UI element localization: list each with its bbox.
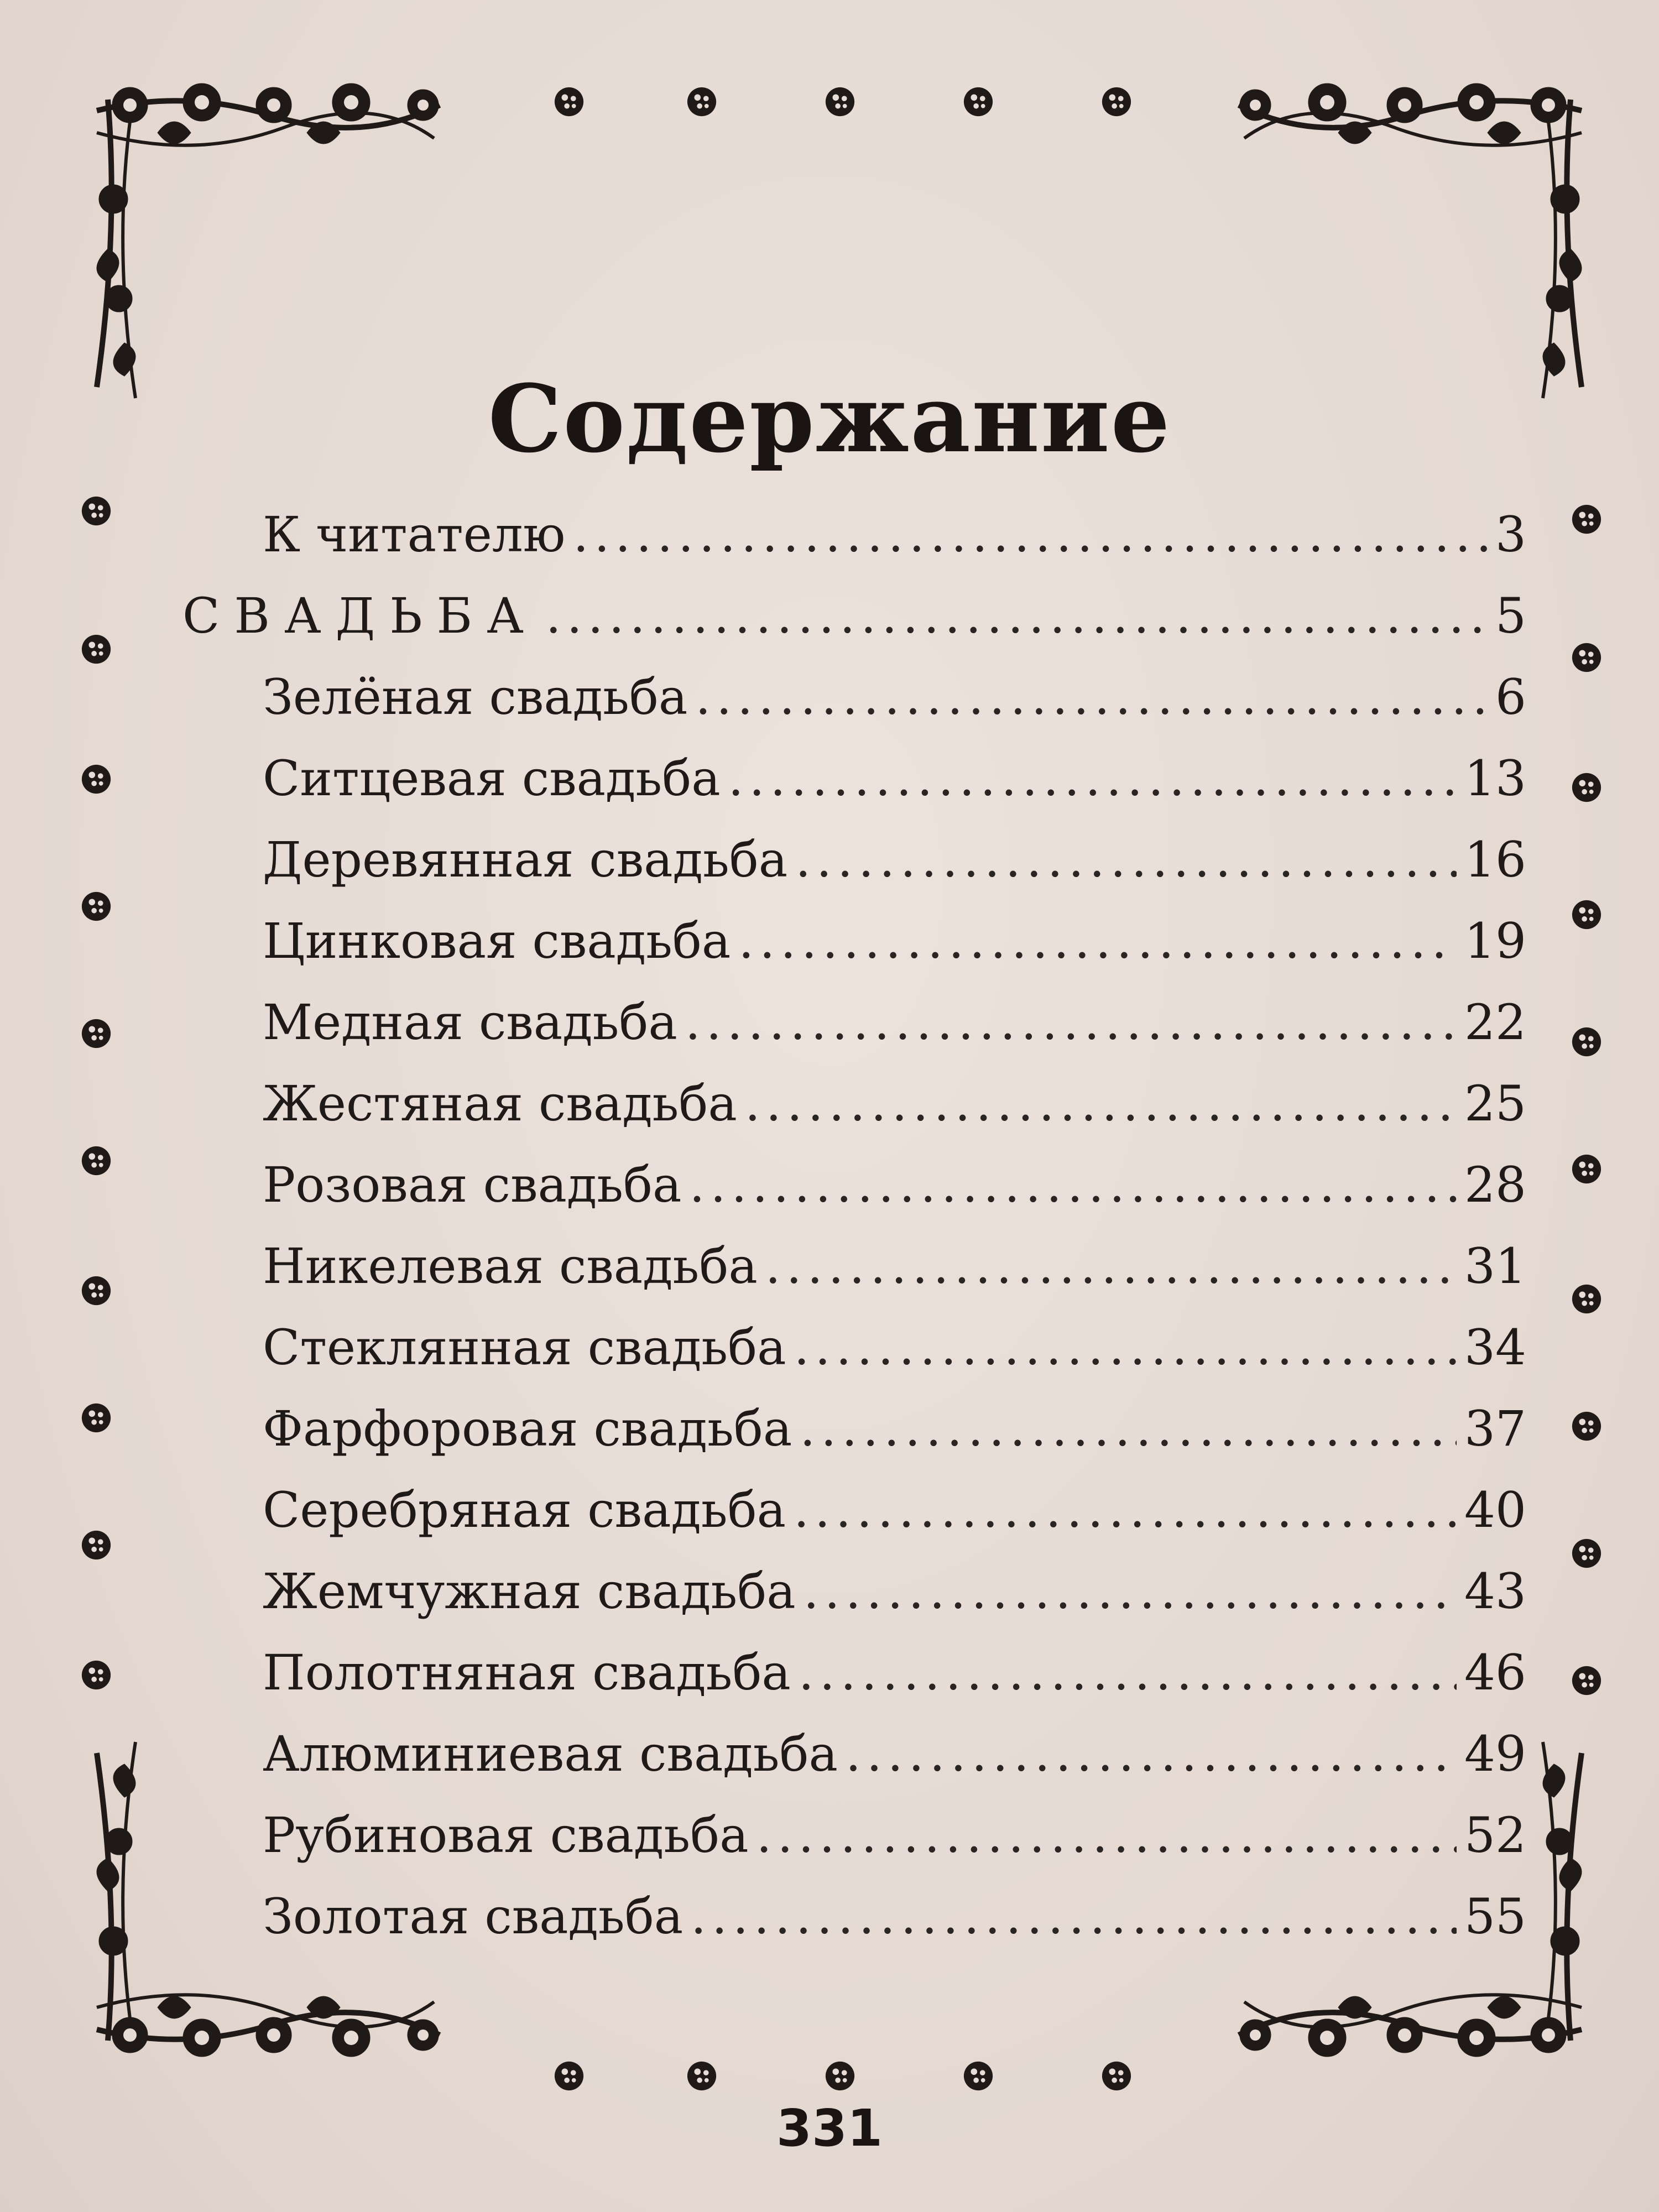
toc-section-entry (182, 587, 1526, 669)
dot-leader (846, 1725, 1457, 1782)
toc-entry-label: К читателю (263, 506, 566, 563)
toc-entry (182, 1888, 1526, 1969)
toc-entry-page: 28 (1464, 1156, 1526, 1213)
toc-entry (182, 831, 1526, 912)
toc-entry-label: Алюминиевая свадьба (263, 1725, 838, 1782)
toc-entry-label: Рубиновая свадьба (263, 1807, 749, 1864)
toc-entry (182, 1807, 1526, 1888)
toc-entry-label: Полотняная свадьба (263, 1644, 791, 1701)
toc-entry (182, 506, 1526, 587)
toc-entry (182, 1319, 1526, 1400)
dot-leader (765, 1238, 1457, 1295)
rosette-bullet-icon (1571, 1153, 1603, 1185)
toc-entry-page: 37 (1464, 1400, 1526, 1457)
rosette-bullet-icon (824, 86, 856, 118)
toc-entry-label: Ситцевая свадьба (263, 750, 721, 807)
dot-leader (691, 1888, 1457, 1945)
toc-entry (182, 912, 1526, 994)
toc-entry (182, 1075, 1526, 1156)
dot-leader (799, 1644, 1457, 1701)
toc-entry-label: Цинковая свадьба (263, 912, 731, 969)
toc-entry-page: 31 (1464, 1238, 1526, 1295)
page-number: 331 (776, 2099, 883, 2158)
toc-entry-label: Золотая свадьба (263, 1888, 684, 1945)
rosette-bullet-icon (1571, 503, 1603, 535)
dot-leader (546, 587, 1488, 644)
toc-entry-label: Медная свадьба (263, 994, 677, 1051)
rosette-bullet-icon (1571, 1537, 1603, 1569)
toc-entry-label: СВАДЬБА (182, 587, 538, 644)
rosette-bullet-icon (1571, 899, 1603, 931)
toc-entry-label: Стеклянная свадьба (263, 1319, 786, 1376)
toc-entry (182, 1156, 1526, 1238)
table-of-contents (182, 506, 1526, 1969)
dot-leader (690, 1156, 1457, 1213)
toc-entry (182, 1481, 1526, 1563)
dot-leader (695, 669, 1488, 726)
rosette-bullet-icon (80, 633, 112, 665)
toc-entry-page: 43 (1464, 1563, 1526, 1620)
dot-leader (794, 1481, 1457, 1538)
toc-entry-label: Розовая свадьба (263, 1156, 682, 1213)
dot-leader (804, 1563, 1457, 1620)
rosette-bullet-icon (1100, 86, 1133, 118)
toc-entry-page: 5 (1495, 587, 1526, 644)
toc-entry (182, 994, 1526, 1075)
toc-entry-page: 13 (1464, 750, 1526, 807)
dot-leader (794, 1319, 1457, 1376)
toc-entry-label: Деревянная свадьба (263, 831, 788, 888)
rosette-bullet-icon (1571, 1026, 1603, 1058)
rosette-bullet-icon (1571, 1410, 1603, 1442)
toc-entry-label: Жемчужная свадьба (263, 1563, 796, 1620)
dot-leader (738, 912, 1457, 969)
rose-vine-corner-ornament-icon (75, 66, 462, 409)
toc-entry (182, 1644, 1526, 1725)
rosette-bullet-icon (80, 890, 112, 922)
rosette-bullet-icon (80, 1659, 112, 1691)
toc-entry-page: 40 (1464, 1481, 1526, 1538)
rosette-bullet-icon (686, 2060, 718, 2092)
toc-entry (182, 1563, 1526, 1644)
rosette-bullet-icon (686, 86, 718, 118)
toc-entry-page: 19 (1464, 912, 1526, 969)
rosette-bullet-icon (80, 1018, 112, 1050)
toc-entry-page: 6 (1495, 669, 1526, 726)
toc-entry-label: Жестяная свадьба (263, 1075, 737, 1132)
toc-entry-page: 46 (1464, 1644, 1526, 1701)
dot-leader (757, 1807, 1457, 1864)
toc-entry-label: Фарфоровая свадьба (263, 1400, 792, 1457)
page-title: Содержание (488, 363, 1171, 473)
rosette-bullet-icon (1571, 771, 1603, 804)
rosette-bullet-icon (824, 2060, 856, 2092)
toc-entry (182, 1400, 1526, 1481)
toc-entry-label: Серебряная свадьба (263, 1481, 786, 1538)
toc-entry-label: Зелёная свадьба (263, 669, 688, 726)
dot-leader (795, 831, 1457, 888)
rose-vine-corner-ornament-icon (1217, 66, 1604, 409)
rosette-bullet-icon (80, 763, 112, 795)
rosette-bullet-icon (80, 1402, 112, 1434)
toc-entry-page: 49 (1464, 1725, 1526, 1782)
toc-entry-label: Никелевая свадьба (263, 1238, 758, 1295)
dot-leader (800, 1400, 1457, 1457)
toc-entry (182, 1238, 1526, 1319)
toc-entry-page: 52 (1464, 1807, 1526, 1864)
rosette-bullet-icon (80, 1275, 112, 1307)
toc-entry (182, 669, 1526, 750)
rosette-bullet-icon (962, 86, 994, 118)
dot-leader (745, 1075, 1457, 1132)
toc-entry-page: 22 (1464, 994, 1526, 1051)
rosette-bullet-icon (553, 2060, 585, 2092)
dot-leader (573, 506, 1488, 563)
dot-leader (685, 994, 1457, 1051)
rosette-bullet-icon (1100, 2060, 1133, 2092)
rosette-bullet-icon (80, 1529, 112, 1561)
rosette-bullet-icon (80, 1145, 112, 1177)
toc-entry-page: 3 (1495, 506, 1526, 563)
rosette-bullet-icon (1571, 1283, 1603, 1315)
rosette-bullet-icon (1571, 641, 1603, 674)
toc-entry-page: 55 (1464, 1888, 1526, 1945)
dot-leader (728, 750, 1457, 807)
toc-entry (182, 750, 1526, 831)
rosette-bullet-icon (1571, 1665, 1603, 1697)
toc-entry-page: 16 (1464, 831, 1526, 888)
toc-entry-page: 34 (1464, 1319, 1526, 1376)
toc-entry (182, 1725, 1526, 1807)
rosette-bullet-icon (80, 495, 112, 527)
rosette-bullet-icon (962, 2060, 994, 2092)
rosette-bullet-icon (553, 86, 585, 118)
toc-entry-page: 25 (1464, 1075, 1526, 1132)
